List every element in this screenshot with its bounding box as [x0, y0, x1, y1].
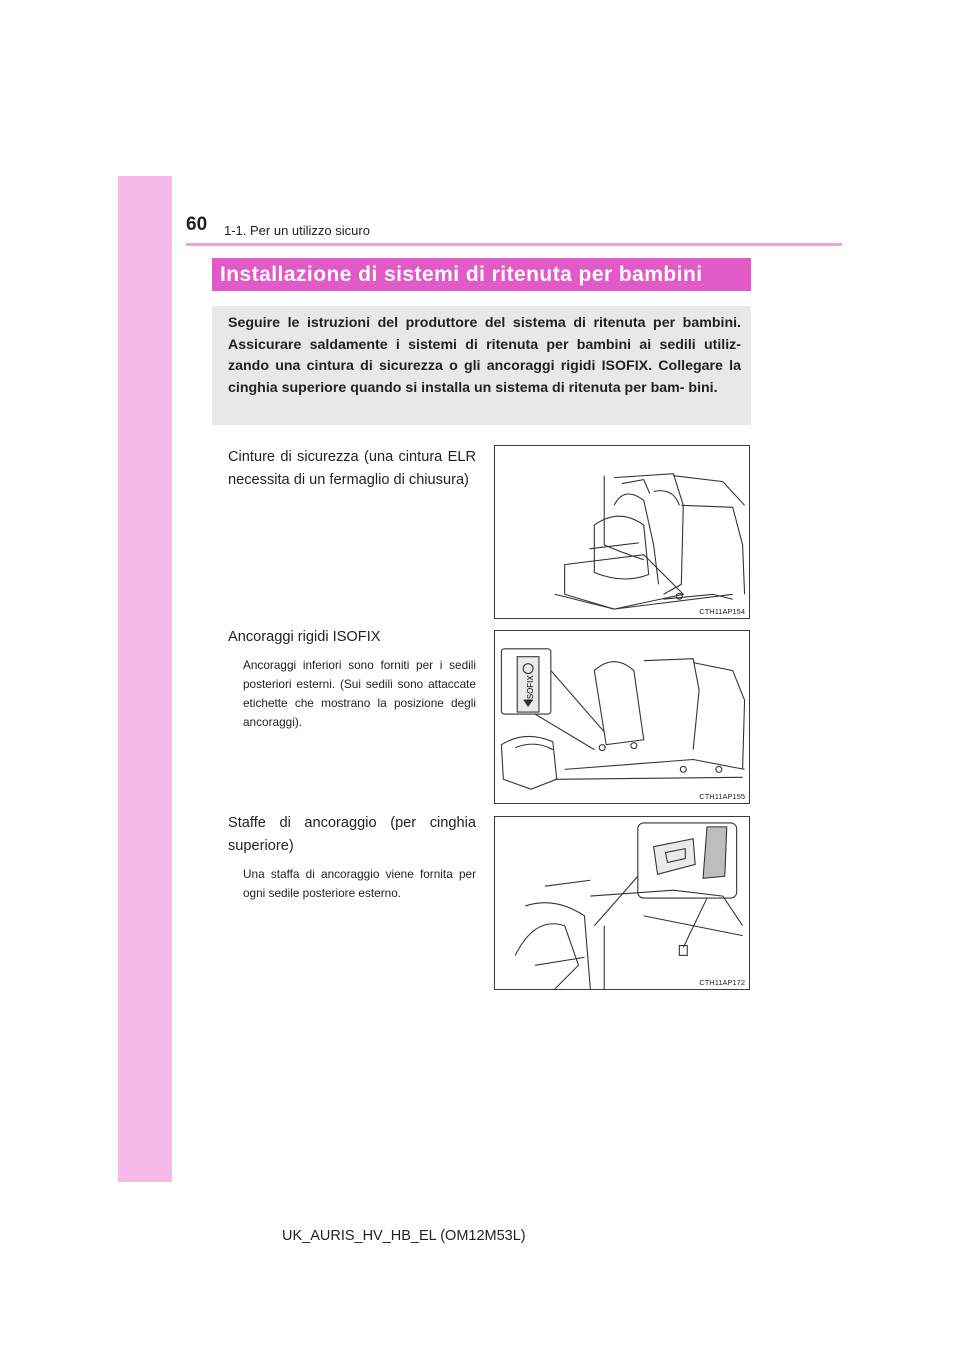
item-description: Ancoraggi inferiori sono forniti per i sedili posteriori esterni. (Sui sedili sono attaccate etichette che mostrano la posizione degli ancoraggi). [243, 658, 476, 729]
section-title: Installazione di sistemi di ritenuta per bambini [212, 258, 751, 291]
isofix-anchors-illustration [495, 631, 749, 803]
header-rule [186, 243, 842, 246]
sidebar-tab [118, 176, 172, 1182]
figure-code: CTH11AP172 [699, 978, 745, 987]
figure-anchor-bracket [494, 816, 750, 990]
section-label: 1-1. Per un utilizzo sicuro [224, 223, 370, 238]
footer-document-code: UK_AURIS_HV_HB_EL (OM12M53L) [282, 1228, 526, 1244]
child-seat-belt-illustration [495, 446, 749, 618]
list-item-seat-belts [228, 446, 476, 492]
item-title: Staffe di ancoraggio (per cinghia superiore) [228, 815, 476, 854]
item-title: Ancoraggi rigidi ISOFIX [228, 629, 381, 645]
figure-isofix-anchors [494, 630, 750, 804]
figure-code: CTH11AP154 [699, 607, 745, 616]
intro-box [212, 306, 751, 425]
intro-text: Seguire le istruzioni del produttore del sistema di ritenuta per bambini. Assicurare saldamente i sistemi di ritenuta per bambini ai sedili utiliz- zando una cintura di sicurezza o gli ancoraggi rigidi ISOFIX. Collegare la cinghia superiore quando si installa un sistema di ritenuta per bam- bini. [228, 315, 741, 396]
list-item-isofix [228, 626, 476, 732]
item-description: Una staffa di ancoraggio viene fornita per ogni sedile posteriore esterno. [243, 867, 476, 900]
list-item-anchor-brackets [228, 812, 476, 903]
isofix-label: ISOFIX [526, 675, 536, 702]
figure-code: CTH11AP155 [699, 792, 745, 801]
figure-seat-belt-child-seat [494, 445, 750, 619]
anchor-bracket-illustration [495, 817, 749, 989]
item-title: Cinture di sicurezza (una cintura ELR necessita di un fermaglio di chiusura) [228, 449, 476, 488]
page-number: 60 [186, 214, 208, 235]
